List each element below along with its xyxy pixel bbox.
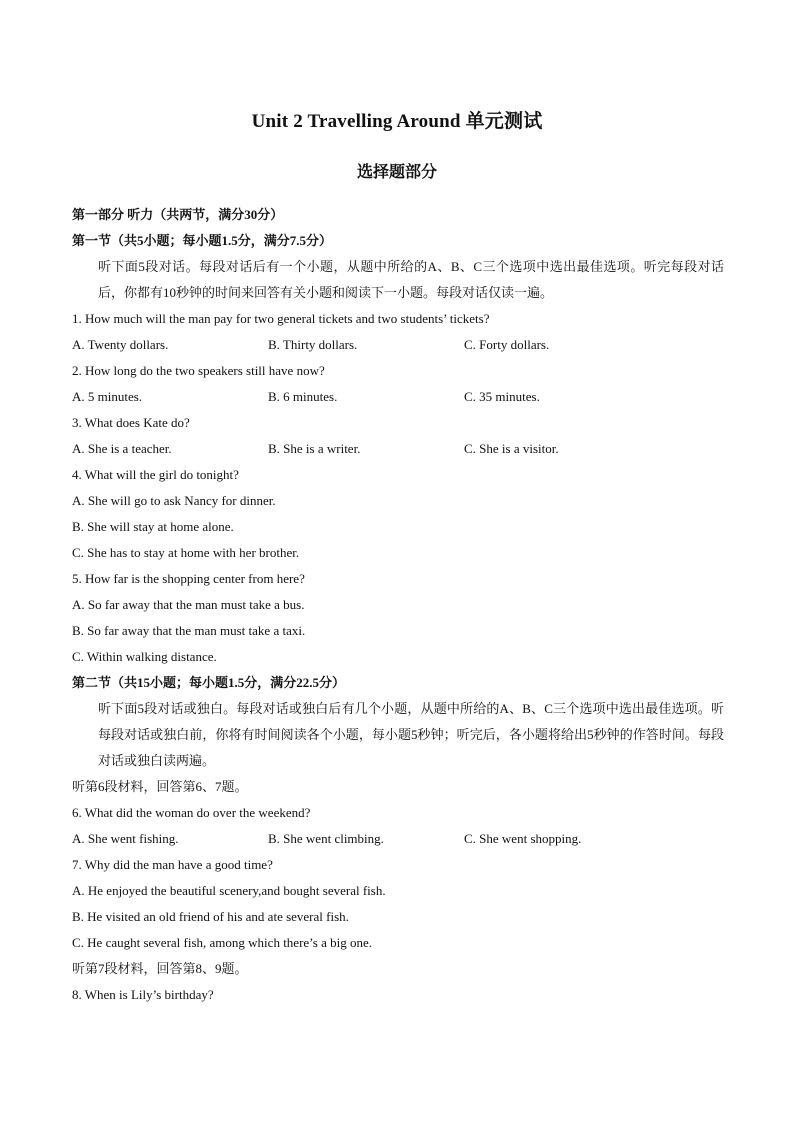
option-a: A. She will go to ask Nancy for dinner. [72, 493, 276, 508]
question-stem: 4. What will the girl do tonight? [72, 467, 239, 482]
question-stem: 6. What did the woman do over the weekend? [72, 805, 311, 820]
option-c: C. 35 minutes. [464, 389, 540, 404]
option-b: B. 6 minutes. [268, 389, 338, 404]
option-a: A. He enjoyed the beautiful scenery,and bought several fish. [72, 883, 386, 898]
option-c: C. She has to stay at home with her brother. [72, 545, 300, 560]
option-b: B. He visited an old friend of his and ate several fish. [72, 909, 349, 924]
option-a: A. She is a teacher. [72, 441, 172, 456]
option-a: A. Twenty dollars. [72, 337, 169, 352]
question-stem: 1. How much will the man pay for two general tickets and two students’ tickets? [72, 311, 490, 326]
option-c: C. Forty dollars. [464, 337, 550, 352]
option-a: A. So far away that the man must take a bus. [72, 597, 305, 612]
option-c: C. She is a visitor. [464, 441, 559, 456]
material-note: 听第7段材料，回答第8、9题。 [72, 961, 248, 976]
option-a: A. She went fishing. [72, 831, 179, 846]
question-stem: 5. How far is the shopping center from here? [72, 571, 305, 586]
question-options [72, 826, 724, 852]
option-b: B. Thirty dollars. [268, 337, 358, 352]
option-b: B. She went climbing. [268, 831, 384, 846]
page-subtitle: 选择题部分 [356, 164, 437, 181]
question-options [72, 436, 724, 462]
exam-body [72, 202, 724, 1008]
section2-instructions: 听下面5段对话或独白。每段对话或独白后有几个小题，从题中所给的A、B、C三个选项中选出最佳选项。听每段对话或独白前，你将有时间阅读各个小题，每小题5秒钟；听完后，各小题将给出5秒钟的作答时间。每段对话或独白读两遍。 [98, 701, 724, 768]
question-options [72, 332, 724, 358]
part1-heading: 第一部分 听力（共两节，满分30分） [72, 207, 284, 222]
question-stem: 7. Why did the man have a good time? [72, 857, 273, 872]
option-c: C. He caught several fish, among which there’s a big one. [72, 935, 372, 950]
question-stem: 3. What does Kate do? [72, 415, 190, 430]
question-options [72, 384, 724, 410]
option-a: A. 5 minutes. [72, 389, 143, 404]
option-c: C. She went shopping. [464, 831, 582, 846]
option-b: B. She is a writer. [268, 441, 361, 456]
question-stem: 2. How long do the two speakers still have now? [72, 363, 325, 378]
option-b: B. She will stay at home alone. [72, 519, 234, 534]
section1-heading: 第一节（共5小题；每小题1.5分，满分7.5分） [72, 233, 333, 248]
question-stem: 8. When is Lily’s birthday? [72, 987, 214, 1002]
section2-heading: 第二节（共15小题；每小题1.5分，满分22.5分） [72, 675, 346, 690]
section1-instructions: 听下面5段对话。每段对话后有一个小题，从题中所给的A、B、C三个选项中选出最佳选项。听完每段对话后，你都有10秒钟的时间来回答有关小题和阅读下一小题。每段对话仅读一遍。 [98, 259, 724, 300]
option-c: C. Within walking distance. [72, 649, 217, 664]
option-b: B. So far away that the man must take a taxi. [72, 623, 306, 638]
page-title: Unit 2 Travelling Around 单元测试 [251, 111, 543, 132]
material-note: 听第6段材料，回答第6、7题。 [72, 779, 248, 794]
